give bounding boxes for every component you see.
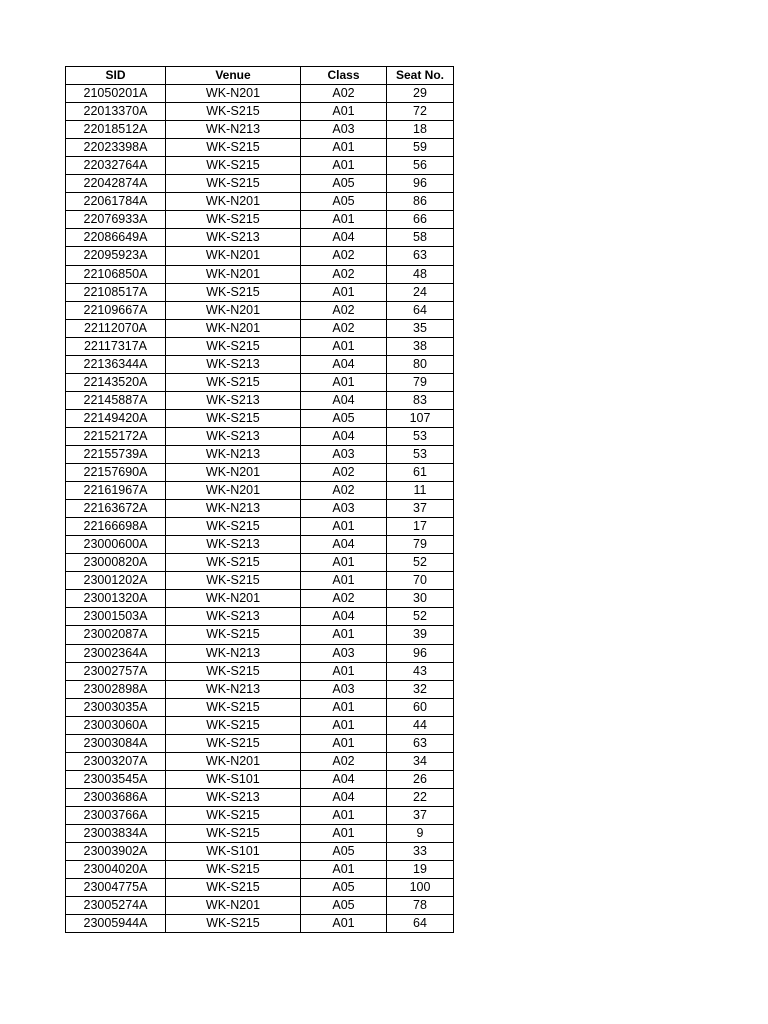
table-row (66, 518, 454, 536)
class-cell: A04 (301, 770, 387, 788)
sid-cell: 23002757A (66, 662, 166, 680)
venue-cell: WK-N213 (166, 121, 301, 139)
venue-cell: WK-S101 (166, 770, 301, 788)
venue-cell: WK-S215 (166, 518, 301, 536)
class-cell: A01 (301, 139, 387, 157)
table-row (66, 698, 454, 716)
venue-cell: WK-N201 (166, 464, 301, 482)
venue-cell: WK-N201 (166, 752, 301, 770)
seat-no-cell: 24 (387, 283, 454, 301)
venue-cell: WK-N201 (166, 265, 301, 283)
venue-cell: WK-S215 (166, 861, 301, 879)
seat-no-cell: 38 (387, 337, 454, 355)
table-row (66, 608, 454, 626)
seat-no-cell: 100 (387, 879, 454, 897)
venue-cell: WK-S215 (166, 211, 301, 229)
table-row (66, 716, 454, 734)
class-cell: A02 (301, 265, 387, 283)
seat-no-cell: 53 (387, 445, 454, 463)
seat-no-cell: 37 (387, 806, 454, 824)
seat-no-cell: 37 (387, 500, 454, 518)
class-cell: A05 (301, 879, 387, 897)
class-cell: A02 (301, 319, 387, 337)
class-cell: A05 (301, 843, 387, 861)
seat-no-cell: 43 (387, 662, 454, 680)
table-row (66, 85, 454, 103)
seat-no-cell: 58 (387, 229, 454, 247)
table-row (66, 536, 454, 554)
seat-no-cell: 59 (387, 139, 454, 157)
header-sid: SID (66, 67, 166, 85)
class-cell: A01 (301, 716, 387, 734)
venue-cell: WK-S215 (166, 824, 301, 842)
sid-cell: 22161967A (66, 482, 166, 500)
class-cell: A04 (301, 427, 387, 445)
table-row (66, 464, 454, 482)
class-cell: A03 (301, 445, 387, 463)
sid-cell: 23003207A (66, 752, 166, 770)
venue-cell: WK-S215 (166, 626, 301, 644)
sid-cell: 23001503A (66, 608, 166, 626)
venue-cell: WK-S215 (166, 879, 301, 897)
seat-no-cell: 11 (387, 482, 454, 500)
class-cell: A01 (301, 824, 387, 842)
class-cell: A02 (301, 752, 387, 770)
sid-cell: 23003686A (66, 788, 166, 806)
class-cell: A04 (301, 391, 387, 409)
class-cell: A04 (301, 355, 387, 373)
venue-cell: WK-S215 (166, 157, 301, 175)
class-cell: A01 (301, 337, 387, 355)
venue-cell: WK-S213 (166, 427, 301, 445)
seat-no-cell: 63 (387, 247, 454, 265)
venue-cell: WK-S215 (166, 373, 301, 391)
seat-no-cell: 35 (387, 319, 454, 337)
venue-cell: WK-S101 (166, 843, 301, 861)
sid-cell: 22095923A (66, 247, 166, 265)
class-cell: A01 (301, 572, 387, 590)
venue-cell: WK-S215 (166, 662, 301, 680)
sid-cell: 22136344A (66, 355, 166, 373)
venue-cell: WK-S215 (166, 806, 301, 824)
venue-cell: WK-S215 (166, 716, 301, 734)
sid-cell: 23005944A (66, 915, 166, 933)
table-row (66, 247, 454, 265)
sid-cell: 23005274A (66, 897, 166, 915)
table-row (66, 879, 454, 897)
class-cell: A01 (301, 373, 387, 391)
seat-no-cell: 9 (387, 824, 454, 842)
sid-cell: 23003545A (66, 770, 166, 788)
venue-cell: WK-N201 (166, 319, 301, 337)
class-cell: A01 (301, 734, 387, 752)
sid-cell: 23002898A (66, 680, 166, 698)
table-row (66, 824, 454, 842)
table-row (66, 157, 454, 175)
seat-no-cell: 32 (387, 680, 454, 698)
class-cell: A01 (301, 806, 387, 824)
seat-no-cell: 96 (387, 175, 454, 193)
class-cell: A01 (301, 157, 387, 175)
sid-cell: 22145887A (66, 391, 166, 409)
table-row (66, 770, 454, 788)
venue-cell: WK-S215 (166, 103, 301, 121)
table-row (66, 734, 454, 752)
venue-cell: WK-S213 (166, 229, 301, 247)
class-cell: A03 (301, 644, 387, 662)
table-row (66, 915, 454, 933)
sid-cell: 22018512A (66, 121, 166, 139)
venue-cell: WK-S215 (166, 283, 301, 301)
header-class: Class (301, 67, 387, 85)
sid-cell: 23000600A (66, 536, 166, 554)
table-row (66, 806, 454, 824)
seat-no-cell: 79 (387, 536, 454, 554)
sid-cell: 23002087A (66, 626, 166, 644)
sid-cell: 22042874A (66, 175, 166, 193)
table-row (66, 337, 454, 355)
table-row (66, 265, 454, 283)
sid-cell: 22086649A (66, 229, 166, 247)
venue-cell: WK-S215 (166, 337, 301, 355)
header-seat-no: Seat No. (387, 67, 454, 85)
venue-cell: WK-N201 (166, 193, 301, 211)
table-row (66, 229, 454, 247)
class-cell: A05 (301, 193, 387, 211)
header-row (66, 67, 454, 85)
seat-no-cell: 66 (387, 211, 454, 229)
class-cell: A02 (301, 482, 387, 500)
sid-cell: 23003084A (66, 734, 166, 752)
sid-cell: 22106850A (66, 265, 166, 283)
table-row (66, 391, 454, 409)
seat-no-cell: 53 (387, 427, 454, 445)
table-row (66, 445, 454, 463)
seat-no-cell: 64 (387, 915, 454, 933)
sid-cell: 23003766A (66, 806, 166, 824)
sid-cell: 22149420A (66, 409, 166, 427)
seat-no-cell: 19 (387, 861, 454, 879)
sid-cell: 23003834A (66, 824, 166, 842)
class-cell: A01 (301, 662, 387, 680)
venue-cell: WK-N213 (166, 500, 301, 518)
sid-cell: 22166698A (66, 518, 166, 536)
class-cell: A02 (301, 85, 387, 103)
table-row (66, 482, 454, 500)
class-cell: A01 (301, 283, 387, 301)
sid-cell: 23003060A (66, 716, 166, 734)
venue-cell: WK-S215 (166, 572, 301, 590)
class-cell: A04 (301, 608, 387, 626)
class-cell: A02 (301, 301, 387, 319)
venue-cell: WK-S213 (166, 391, 301, 409)
seat-no-cell: 80 (387, 355, 454, 373)
seat-allocation-table (65, 66, 454, 933)
class-cell: A01 (301, 698, 387, 716)
class-cell: A02 (301, 590, 387, 608)
seat-no-cell: 22 (387, 788, 454, 806)
sid-cell: 23002364A (66, 644, 166, 662)
sid-cell: 23001202A (66, 572, 166, 590)
venue-cell: WK-S215 (166, 139, 301, 157)
seat-no-cell: 70 (387, 572, 454, 590)
class-cell: A05 (301, 897, 387, 915)
seat-no-cell: 44 (387, 716, 454, 734)
table-row (66, 590, 454, 608)
sid-cell: 22163672A (66, 500, 166, 518)
table-row (66, 662, 454, 680)
class-cell: A01 (301, 211, 387, 229)
venue-cell: WK-S215 (166, 554, 301, 572)
seat-no-cell: 63 (387, 734, 454, 752)
venue-cell: WK-S213 (166, 788, 301, 806)
table-row (66, 626, 454, 644)
table-row (66, 861, 454, 879)
seat-no-cell: 61 (387, 464, 454, 482)
sid-cell: 22155739A (66, 445, 166, 463)
seat-no-cell: 26 (387, 770, 454, 788)
table-row (66, 572, 454, 590)
venue-cell: WK-N213 (166, 644, 301, 662)
sid-cell: 21050201A (66, 85, 166, 103)
venue-cell: WK-S215 (166, 175, 301, 193)
class-cell: A01 (301, 915, 387, 933)
seat-no-cell: 34 (387, 752, 454, 770)
sid-cell: 22152172A (66, 427, 166, 445)
sid-cell: 23000820A (66, 554, 166, 572)
venue-cell: WK-N201 (166, 897, 301, 915)
table-row (66, 409, 454, 427)
class-cell: A03 (301, 500, 387, 518)
venue-cell: WK-S215 (166, 734, 301, 752)
seat-no-cell: 86 (387, 193, 454, 211)
seat-no-cell: 39 (387, 626, 454, 644)
sid-cell: 23003035A (66, 698, 166, 716)
table-row (66, 301, 454, 319)
seat-no-cell: 56 (387, 157, 454, 175)
seat-no-cell: 30 (387, 590, 454, 608)
table-row (66, 644, 454, 662)
class-cell: A01 (301, 861, 387, 879)
sid-cell: 23001320A (66, 590, 166, 608)
seat-no-cell: 52 (387, 554, 454, 572)
seat-no-cell: 48 (387, 265, 454, 283)
seat-no-cell: 64 (387, 301, 454, 319)
seat-no-cell: 29 (387, 85, 454, 103)
table-row (66, 175, 454, 193)
venue-cell: WK-S213 (166, 608, 301, 626)
venue-cell: WK-N201 (166, 247, 301, 265)
venue-cell: WK-S215 (166, 698, 301, 716)
sid-cell: 22013370A (66, 103, 166, 121)
class-cell: A05 (301, 409, 387, 427)
class-cell: A04 (301, 536, 387, 554)
table-row (66, 193, 454, 211)
venue-cell: WK-N213 (166, 680, 301, 698)
venue-cell: WK-S215 (166, 915, 301, 933)
table-row (66, 283, 454, 301)
venue-cell: WK-N201 (166, 85, 301, 103)
venue-cell: WK-N201 (166, 482, 301, 500)
table-row (66, 554, 454, 572)
class-cell: A03 (301, 121, 387, 139)
seat-no-cell: 72 (387, 103, 454, 121)
sid-cell: 22112070A (66, 319, 166, 337)
class-cell: A02 (301, 247, 387, 265)
table-row (66, 373, 454, 391)
sid-cell: 22117317A (66, 337, 166, 355)
table-row (66, 211, 454, 229)
class-cell: A03 (301, 680, 387, 698)
table-body (66, 85, 454, 933)
table-row (66, 355, 454, 373)
table-row (66, 319, 454, 337)
sid-cell: 22023398A (66, 139, 166, 157)
sid-cell: 22076933A (66, 211, 166, 229)
seat-no-cell: 17 (387, 518, 454, 536)
class-cell: A01 (301, 518, 387, 536)
sid-cell: 22109667A (66, 301, 166, 319)
class-cell: A02 (301, 464, 387, 482)
header-venue: Venue (166, 67, 301, 85)
seat-no-cell: 18 (387, 121, 454, 139)
table-row (66, 139, 454, 157)
class-cell: A04 (301, 229, 387, 247)
venue-cell: WK-N201 (166, 301, 301, 319)
sid-cell: 23004020A (66, 861, 166, 879)
seat-no-cell: 107 (387, 409, 454, 427)
class-cell: A01 (301, 554, 387, 572)
sid-cell: 22032764A (66, 157, 166, 175)
table-row (66, 752, 454, 770)
venue-cell: WK-N201 (166, 590, 301, 608)
sid-cell: 22108517A (66, 283, 166, 301)
table-row (66, 121, 454, 139)
seat-no-cell: 60 (387, 698, 454, 716)
seat-no-cell: 79 (387, 373, 454, 391)
table-row (66, 427, 454, 445)
table-row (66, 500, 454, 518)
table-row (66, 103, 454, 121)
table-row (66, 788, 454, 806)
table-row (66, 680, 454, 698)
class-cell: A05 (301, 175, 387, 193)
sid-cell: 22157690A (66, 464, 166, 482)
class-cell: A04 (301, 788, 387, 806)
sid-cell: 23004775A (66, 879, 166, 897)
venue-cell: WK-S215 (166, 409, 301, 427)
seat-no-cell: 52 (387, 608, 454, 626)
table-row (66, 843, 454, 861)
class-cell: A01 (301, 103, 387, 121)
sid-cell: 22143520A (66, 373, 166, 391)
sid-cell: 23003902A (66, 843, 166, 861)
seat-no-cell: 33 (387, 843, 454, 861)
venue-cell: WK-S213 (166, 536, 301, 554)
sid-cell: 22061784A (66, 193, 166, 211)
table-row (66, 897, 454, 915)
class-cell: A01 (301, 626, 387, 644)
seat-no-cell: 83 (387, 391, 454, 409)
venue-cell: WK-N213 (166, 445, 301, 463)
seat-no-cell: 78 (387, 897, 454, 915)
seat-no-cell: 96 (387, 644, 454, 662)
venue-cell: WK-S213 (166, 355, 301, 373)
